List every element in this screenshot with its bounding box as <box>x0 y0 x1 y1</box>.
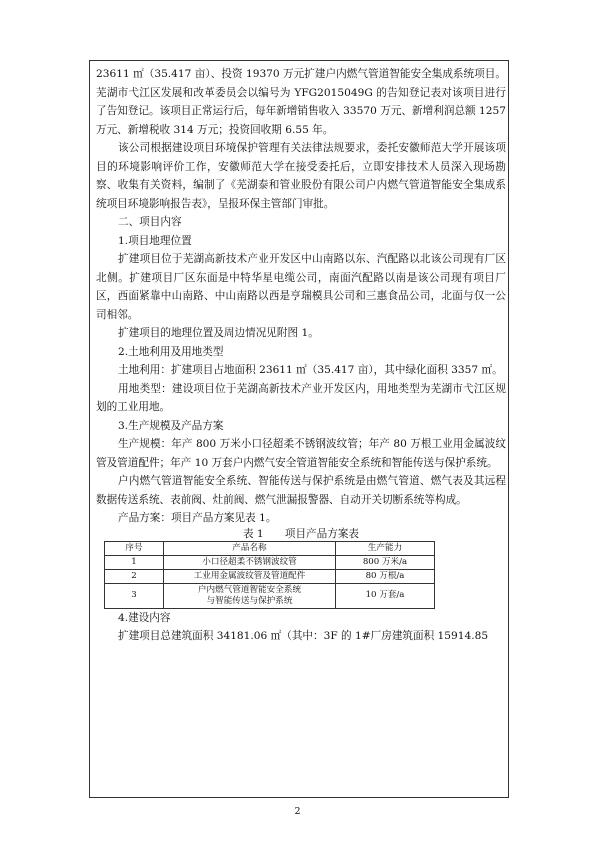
paragraph-product-plan: 产品方案：项目产品方案见表 1。 <box>118 512 277 524</box>
table-cell: 80 万根/a <box>336 569 435 583</box>
paragraph-system-components: 户内燃气管道智能安全系统、智能传送与保护系统是由燃气管道、燃气表及其远程数据传送系统、表前阀、灶前阀、燃气泄漏报警器、自动开关切断系统等构成。 <box>96 475 506 506</box>
table-row <box>105 569 435 583</box>
table-cell-line: 与智能传送与保护系统 <box>206 595 293 606</box>
page-number: 2 <box>294 806 301 817</box>
subsection-heading-production: 3.生产规模及产品方案 <box>118 419 224 432</box>
table-header-row <box>105 541 435 555</box>
table-cell-line: 户内燃气管道智能安全系统 <box>197 584 302 595</box>
table-cell: 800 万米/a <box>336 555 435 569</box>
table-row <box>105 555 435 569</box>
table-cell: 10 万套/a <box>336 583 435 608</box>
document-frame <box>89 60 509 798</box>
paragraph-production-scale: 生产规模：年产 800 万米小口径超柔不锈钢波纹管；年产 80 万根工业用金属波纹管及管道配件；年产 10 万套户内燃气安全管道智能安全系统和智能传送与保护系统。 <box>96 438 506 469</box>
paragraph-intro-continued: 23611 ㎡（35.417 亩）、投资 19370 万元扩建户内燃气管道智能安全集成系统项目。芜湖市弋江区发展和改革委员会以编号为 YFG2015049G 的告知登记表对该项目进行了告知登记。该项目正常运行后，每年新增销售收入 33570 万元、新增利润总额 1257 万元、新增税收 314 万元；投资回收期 6.55 年。 <box>96 68 506 136</box>
table-header-cell: 生产能力 <box>336 541 435 555</box>
table-cell: 1 <box>105 555 164 569</box>
paragraph-commission: 该公司根据建设项目环境保护管理有关法律法规要求，委托安徽师范大学开展该项目的环境影响评价工作，安徽师范大学在接受委托后，立即安排技术人员深入现场勘察、收集有关资料，编制了《芜湖泰和管业股份有限公司户内燃气管道智能安全集成系统项目环境影响报告表》，呈报环保主管部门审批。 <box>96 142 506 210</box>
table-cell: 2 <box>105 569 164 583</box>
product-plan-table <box>104 541 435 609</box>
section-heading-project-content: 二、项目内容 <box>118 216 182 228</box>
paragraph-location-figure: 扩建项目的地理位置及周边情况见附图 1。 <box>118 327 319 339</box>
paragraph-land-use: 土地利用：扩建项目占地面积 23611 ㎡（35.417 亩），其中绿化面积 3357 ㎡。 <box>118 364 503 376</box>
paragraph-construction: 扩建项目总建筑面积 34181.06 ㎡（其中：3F 的 1#厂房建筑面积 15914.85 <box>118 630 489 642</box>
table-caption: 表 1 项目产品方案表 <box>242 527 360 540</box>
paragraph-location: 扩建项目位于芜湖高新技术产业开发区中山南路以东、汽配路以北该公司现有厂区北侧。扩建项目厂区东面是中特华星电缆公司，南面汽配路以南是该公司现有项目厂区，西面紧靠中山南路、中山南路以西是亨瑞模具公司和三惠食品公司，北面与仅一公司相邻。 <box>96 253 506 321</box>
subsection-heading-land-use: 2.土地利用及用地类型 <box>118 345 224 358</box>
table-header-cell: 产品名称 <box>164 541 336 555</box>
table-header-cell: 序号 <box>105 541 164 555</box>
table-cell: 小口径超柔不锈钢波纹管 <box>164 555 336 569</box>
paragraph-land-type: 用地类型：建设项目位于芜湖高新技术产业开发区内，用地类型为芜湖市弋江区规划的工业用地。 <box>96 382 506 413</box>
table-cell: 工业用金属波纹管及管道配件 <box>164 569 336 583</box>
subsection-heading-construction: 4.建设内容 <box>118 611 171 624</box>
subsection-heading-location: 1.项目地理位置 <box>118 234 192 247</box>
table-row <box>105 583 435 608</box>
table-cell: 3 <box>105 583 164 608</box>
table-cell <box>164 583 336 608</box>
